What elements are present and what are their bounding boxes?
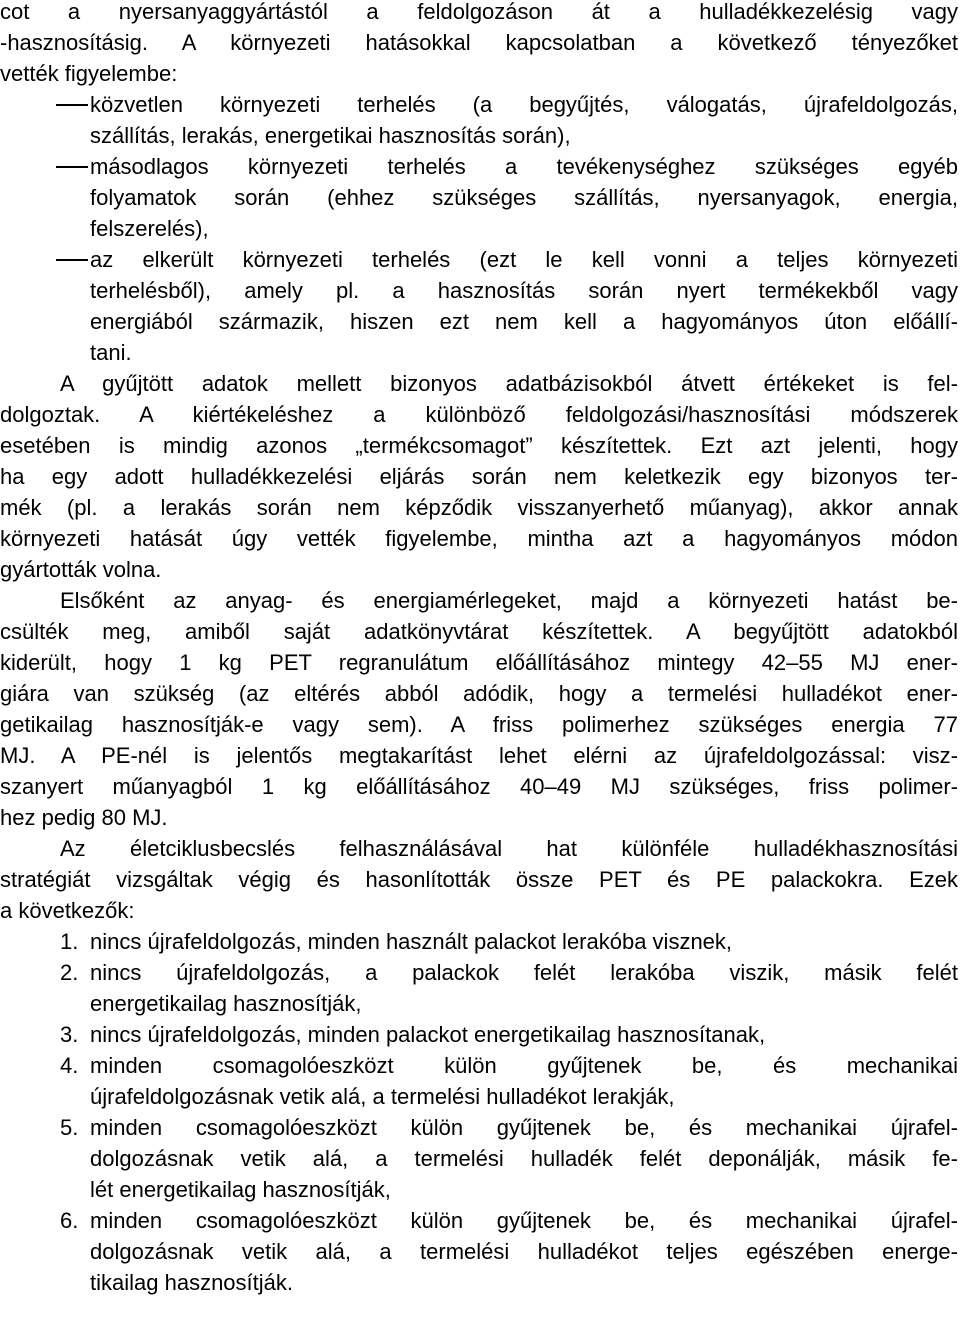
text-line: tikailag hasznosítják. — [90, 1270, 293, 1295]
text-line: gyártották volna. — [0, 557, 162, 582]
text-line: felszerelés), — [90, 216, 209, 241]
list-number: 6. — [60, 1208, 79, 1233]
text-line: csülték meg, amiből saját adatkönyvtárat készítettek. A begyűjtött adatokból — [0, 619, 958, 644]
text-line: giára van szükség (az eltérés abból adódik, hogy a termelési hulladékot ener- — [0, 681, 958, 706]
text-line: mék (pl. a lerakás során nem képződik visszanyerhető műanyag), akkor annak — [0, 495, 958, 520]
text-line: energetikailag hasznosítják, — [90, 991, 362, 1016]
text-line: dolgoztak. A kiértékeléshez a különböző feldolgozási/hasznosítási módszerek — [0, 402, 958, 427]
text-line: lét energetikailag hasznosítják, — [90, 1177, 391, 1202]
text-line: folyamatok során (ehhez szükséges szállítás, nyersanyagok, energia, — [90, 185, 958, 210]
list-number: 5. — [60, 1115, 79, 1140]
text-line: tani. — [90, 340, 132, 365]
text-line: környezeti hatását úgy vették figyelembe, mintha azt a hagyományos módon — [0, 526, 958, 551]
text-line: minden csomagolóeszközt külön gyűjtenek be, és mechanikai újrafel- — [90, 1115, 958, 1140]
text-line: ha egy adott hulladékkezelési eljárás során nem keletkezik egy bizonyos ter- — [0, 464, 958, 489]
text-line: esetében is mindig azonos „termékcsomagot” készítettek. Ezt azt jelenti, hogy — [0, 433, 958, 458]
text-line: dolgozásnak vetik alá, a termelési hulladékot teljes egészében energe- — [90, 1239, 958, 1264]
text-line: A gyűjtött adatok mellett bizonyos adatbázisokból átvett értékeket is fel- — [60, 371, 958, 396]
text-line: minden csomagolóeszközt külön gyűjtenek be, és mechanikai újrafel- — [90, 1208, 958, 1233]
text-line: Az életciklusbecslés felhasználásával hat különféle hulladékhasznosítási — [60, 836, 958, 861]
text-line: újrafeldolgozásnak vetik alá, a termelési hulladékot lerakják, — [90, 1084, 675, 1109]
dash-bullet — [56, 259, 88, 261]
text-line: kiderült, hogy 1 kg PET regranulátum előállításához mintegy 42–55 MJ ener- — [0, 650, 958, 675]
text-line: vették figyelembe: — [0, 61, 178, 86]
list-number: 3. — [60, 1022, 79, 1047]
text-line: másodlagos környezeti terhelés a tevékenységhez szükséges egyéb — [90, 154, 958, 179]
text-line: -hasznosításig. A környezeti hatásokkal kapcsolatban a következő tényezőket — [0, 30, 958, 55]
text-line: energiából származik, hiszen ezt nem kell a hagyományos úton előállí- — [90, 309, 958, 334]
text-line: szállítás, lerakás, energetikai hasznosítás során), — [90, 123, 571, 148]
text-line: terhelésből), amely pl. a hasznosítás során nyert termékekből vagy — [90, 278, 958, 303]
text-line: nincs újrafeldolgozás, a palackok felét lerakóba viszik, másik felét — [90, 960, 958, 985]
text-line: közvetlen környezeti terhelés (a begyűjtés, válogatás, újrafeldolgozás, — [90, 92, 958, 117]
text-line: nincs újrafeldolgozás, minden palackot energetikailag hasznosítanak, — [90, 1022, 766, 1047]
text-line: szanyert műanyagból 1 kg előállításához 40–49 MJ szükséges, friss polimer- — [0, 774, 958, 799]
text-line: getikailag hasznosítják-e vagy sem). A friss polimerhez szükséges energia 77 — [0, 712, 958, 737]
text-line: az elkerült környezeti terhelés (ezt le kell vonni a teljes környezeti — [90, 247, 958, 272]
text-line: stratégiát vizsgáltak végig és hasonlították össze PET és PE palackokra. Ezek — [0, 867, 958, 892]
text-line: dolgozásnak vetik alá, a termelési hulladék felét deponálják, másik fe- — [90, 1146, 958, 1171]
list-number: 2. — [60, 960, 79, 985]
text-line: nincs újrafeldolgozás, minden használt palackot lerakóba visznek, — [90, 929, 733, 954]
list-number: 1. — [60, 929, 79, 954]
text-line: hez pedig 80 MJ. — [0, 805, 168, 830]
text-line: a következők: — [0, 898, 135, 923]
text-line: minden csomagolóeszközt külön gyűjtenek be, és mechanikai — [90, 1053, 958, 1078]
dash-bullet — [56, 166, 88, 168]
text-line: MJ. A PE-nél is jelentős megtakarítást lehet elérni az újrafeldolgozással: visz- — [0, 743, 958, 768]
dash-bullet — [56, 104, 88, 106]
text-line: Elsőként az anyag- és energiamérlegeket, majd a környezeti hatást be- — [60, 588, 958, 613]
text-line: cot a nyersanyaggyártástól a feldolgozáson át a hulladékkezelésig vagy — [0, 0, 958, 24]
list-number: 4. — [60, 1053, 79, 1078]
